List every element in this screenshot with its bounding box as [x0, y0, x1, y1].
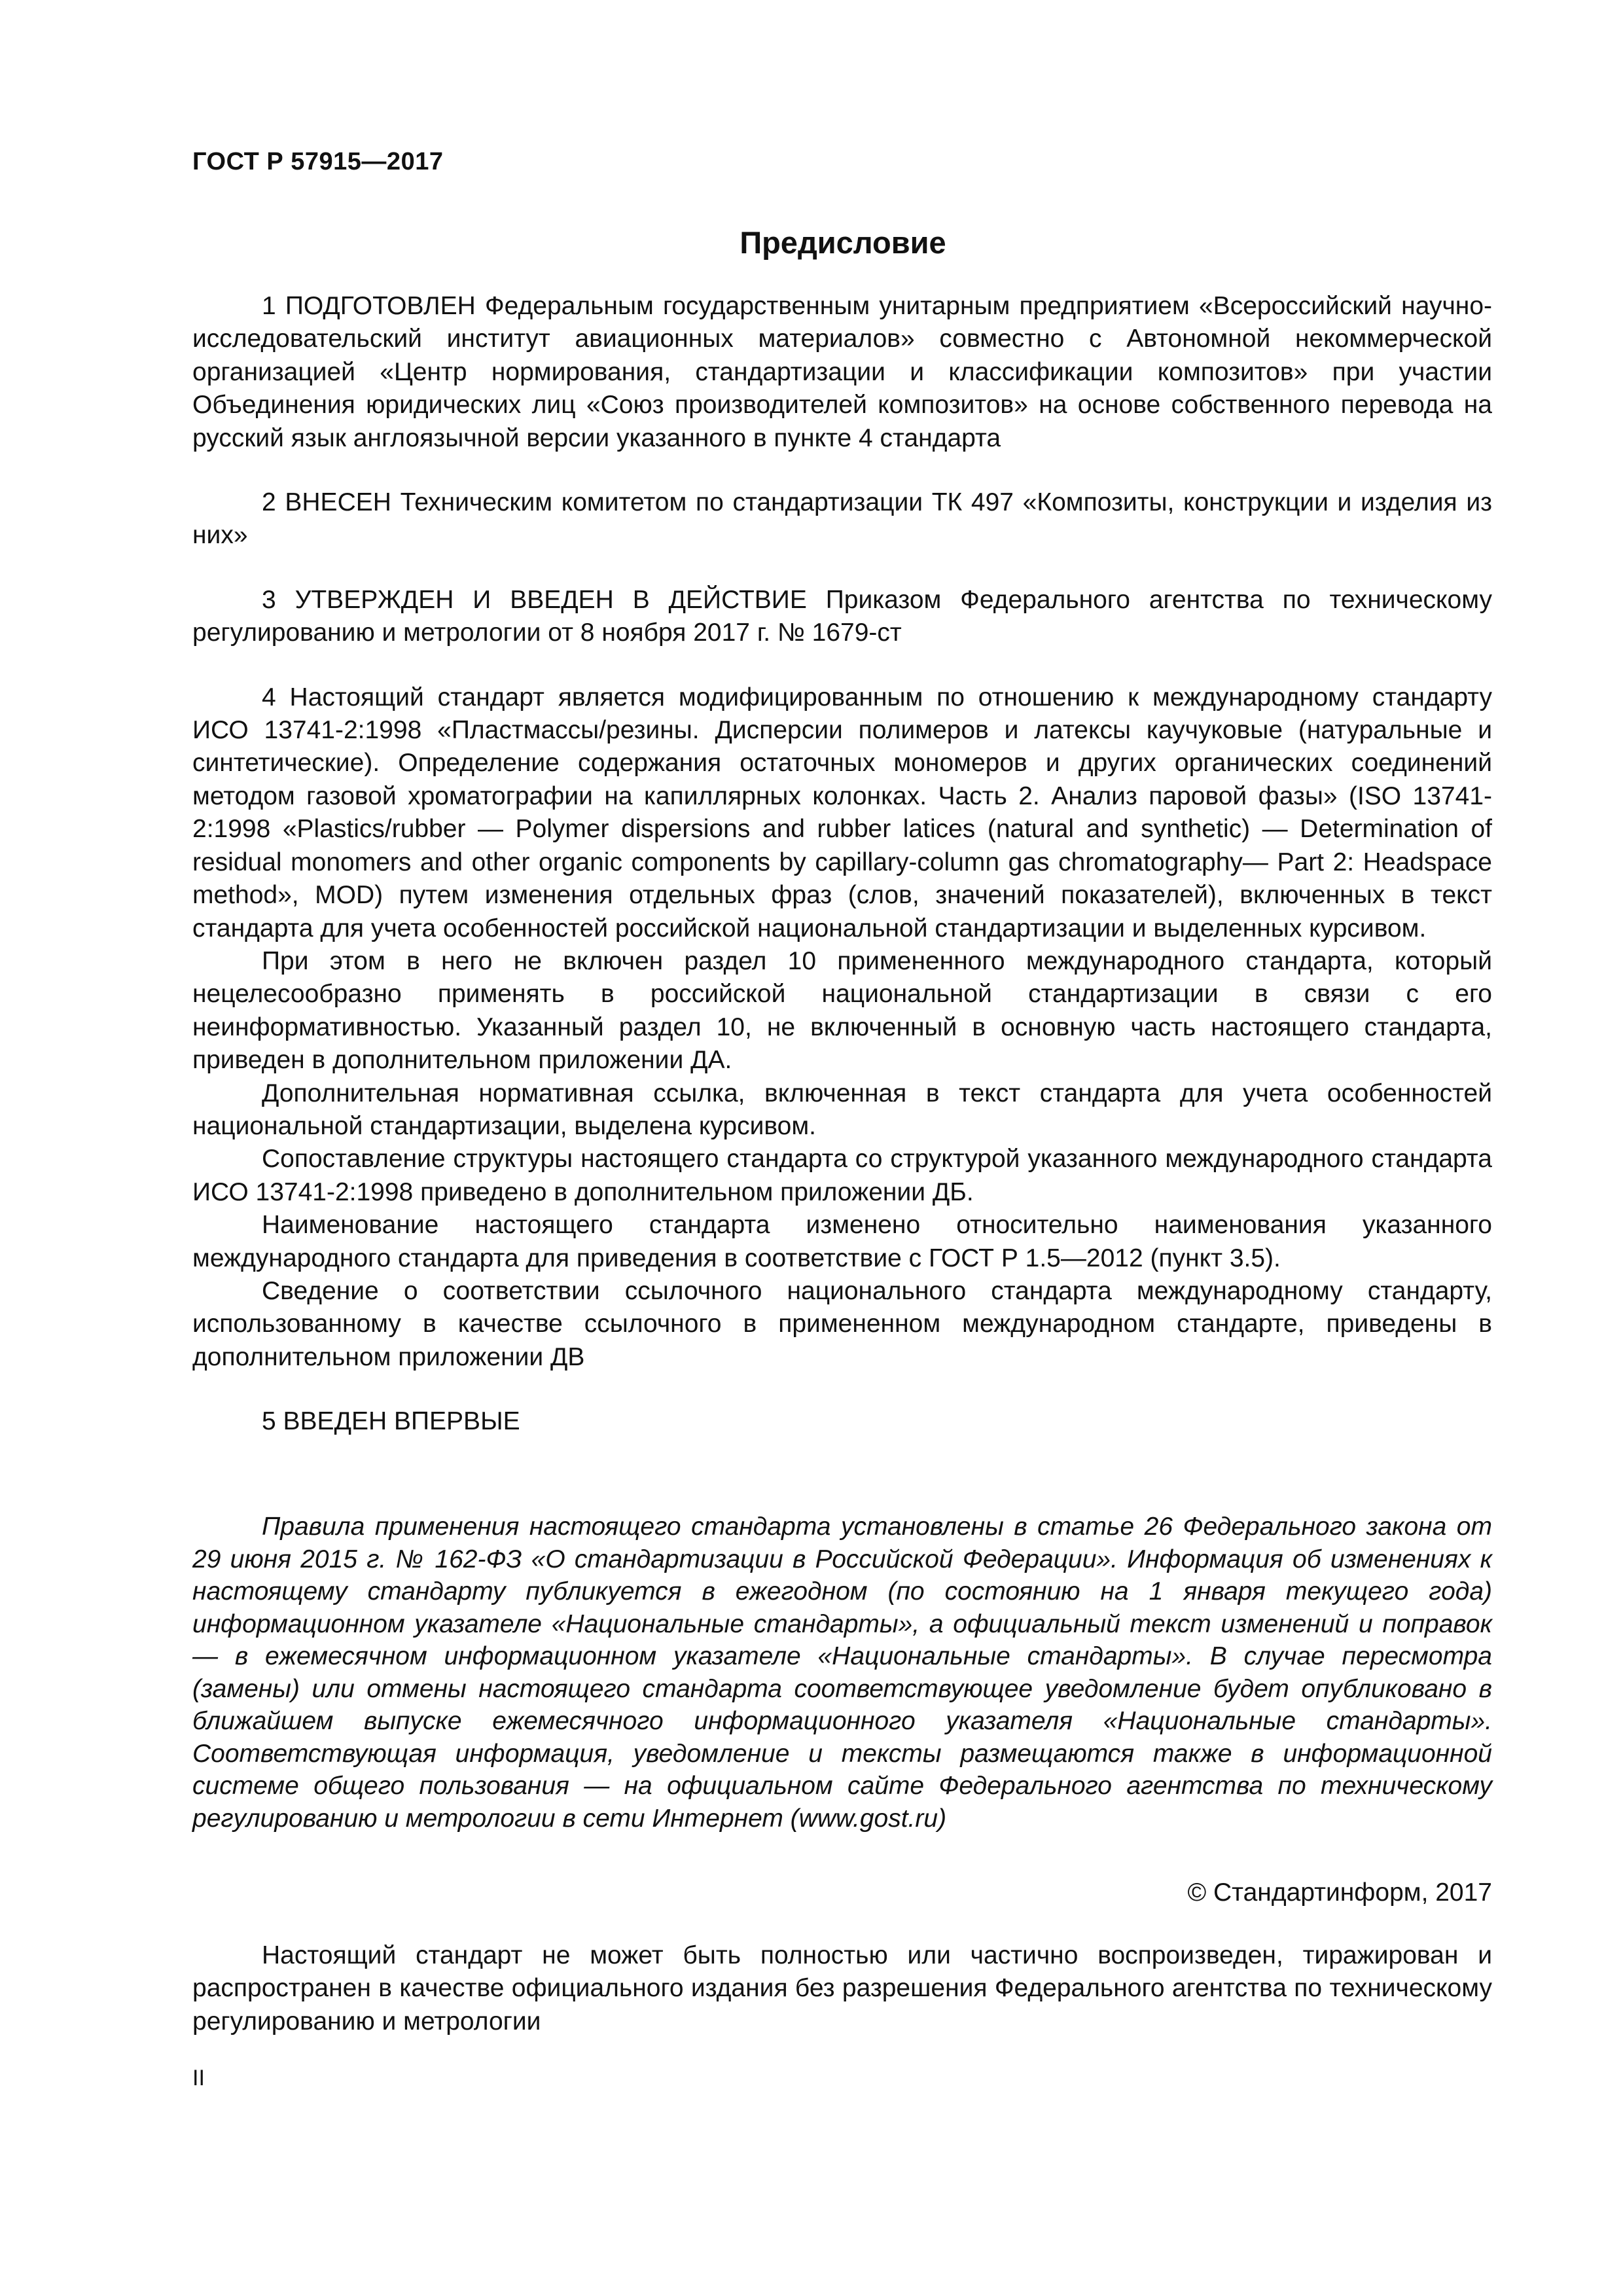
standard-designation: ГОСТ Р 57915—2017	[192, 148, 444, 175]
reproduction-notice-text: Настоящий стандарт не может быть полностью или частично воспроизведен, тиражирован и распространен в качестве официального издания без разрешения Федерального агентства по техническому регулированию и метрологии	[192, 1941, 1492, 2036]
copyright: © Стандартинформ, 2017	[1187, 1878, 1492, 1907]
page-number: II	[192, 2066, 205, 2090]
application-rules-text: Правила применения настоящего стандарта установлены в статье 26 Федерального закона от 29 июня 2015 г. № 162-ФЗ «О стандартизации в Российской Федерации». Информация об изменениях к настоящему стандарту публикуется в ежегодном (по состоянию на 1 января текущего года) информационном указателе «Национальные стандарты», а официальный текст изменений и поправок — в ежемесячном информационном указателе «Национальные стандарты». В случае пересмотра (замены) или отмены настоящего стандарта соответствующее уведомление будет опубликовано в ближайшем выпуске ежемесячного информационного указателя «Национальные стандарты». Соответствующая информация, уведомление и тексты размещаются также в информационной системе общего пользования — на официальном сайте Федерального агентства по техническому регулированию и метрологии в сети Интернет (www.gost.ru)	[192, 1513, 1492, 1833]
paragraph-introduced-first: 5 ВВЕДЕН ВПЕРВЫЕ	[262, 1407, 520, 1436]
paragraph-name-changed: Наименование настоящего стандарта изменено относительно наименования указанного международного стандарта для приведения в соответствие с ГОСТ Р 1.5—2012 (пункт 3.5).	[192, 1211, 1492, 1272]
application-rules-notice	[192, 1511, 1492, 1835]
paragraph-submitted-by: 2 ВНЕСЕН Техническим комитетом по стандартизации ТК 497 «Композиты, конструкции и изделия из них»	[192, 488, 1492, 550]
paragraph-reference-conformity: Сведение о соответствии ссылочного национального стандарта международному стандарту, использованному в качестве ссылочного в примененном международном стандарте, приведены в дополнительном приложении ДВ	[192, 1276, 1492, 1371]
paragraph-approved: 3 УТВЕРЖДЕН И ВВЕДЕН В ДЕЙСТВИЕ Приказом Федерального агентства по техническому регулированию и метрологии от 8 ноября 2017 г. № 1679-ст	[192, 585, 1492, 647]
paragraph-prepared-by: 1 ПОДГОТОВЛЕН Федеральным государственным унитарным предприятием «Всероссийский научно-исследовательский институт авиационных материалов» совместно с Автономной некоммерческой организацией «Центр нормирования, стандартизации и классификации композитов» при участии Объединения юридических лиц «Союз производителей композитов» на основе собственного перевода на русский язык англоязычной версии указанного в пункте 4 стандарта	[192, 292, 1492, 452]
paragraph-structure-comparison: Сопоставление структуры настоящего стандарта со структурой указанного международного стандарта ИСО 13741-2:1998 приведено в дополнительном приложении ДБ.	[192, 1145, 1492, 1206]
paragraph-modified-standard: 4 Настоящий стандарт является модифицированным по отношению к международному стандарту ИСО 13741-2:1998 «Пластмассы/резины. Дисперсии полимеров и латексы каучуковые (натуральные и синтетические). Определение содержания остаточных мономеров и других органических соединений методом газовой хроматографии на капиллярных колонках. Часть 2. Анализ паровой фазы» (ISO 13741-2:1998 «Plastics/rubber — Polymer dispersions and rubber latices (natural and synthetic) — Determination of residual monomers and other organic components by capillary-column gas chromatography— Part 2: Headspace method», MOD) путем изменения отдельных фраз (слов, значений показателей), включенных в текст стандарта для учета особенностей российской национальной стандартизации и выделенных курсивом.	[192, 683, 1492, 942]
foreword-body	[192, 290, 1492, 1439]
paragraph-additional-reference: Дополнительная нормативная ссылка, включенная в текст стандарта для учета особенностей национальной стандартизации, выделена курсивом.	[192, 1079, 1492, 1140]
reproduction-notice	[192, 1939, 1492, 2038]
page-title: Предисловие	[740, 225, 946, 260]
paragraph-section-10-excluded: При этом в него не включен раздел 10 примененного международного стандарта, который нецелесообразно применять в российской национальной стандартизации в связи с его неинформативностью. Указанный раздел 10, не включенный в основную часть настоящего стандарта, приведен в дополнительном приложении ДА.	[192, 946, 1492, 1075]
